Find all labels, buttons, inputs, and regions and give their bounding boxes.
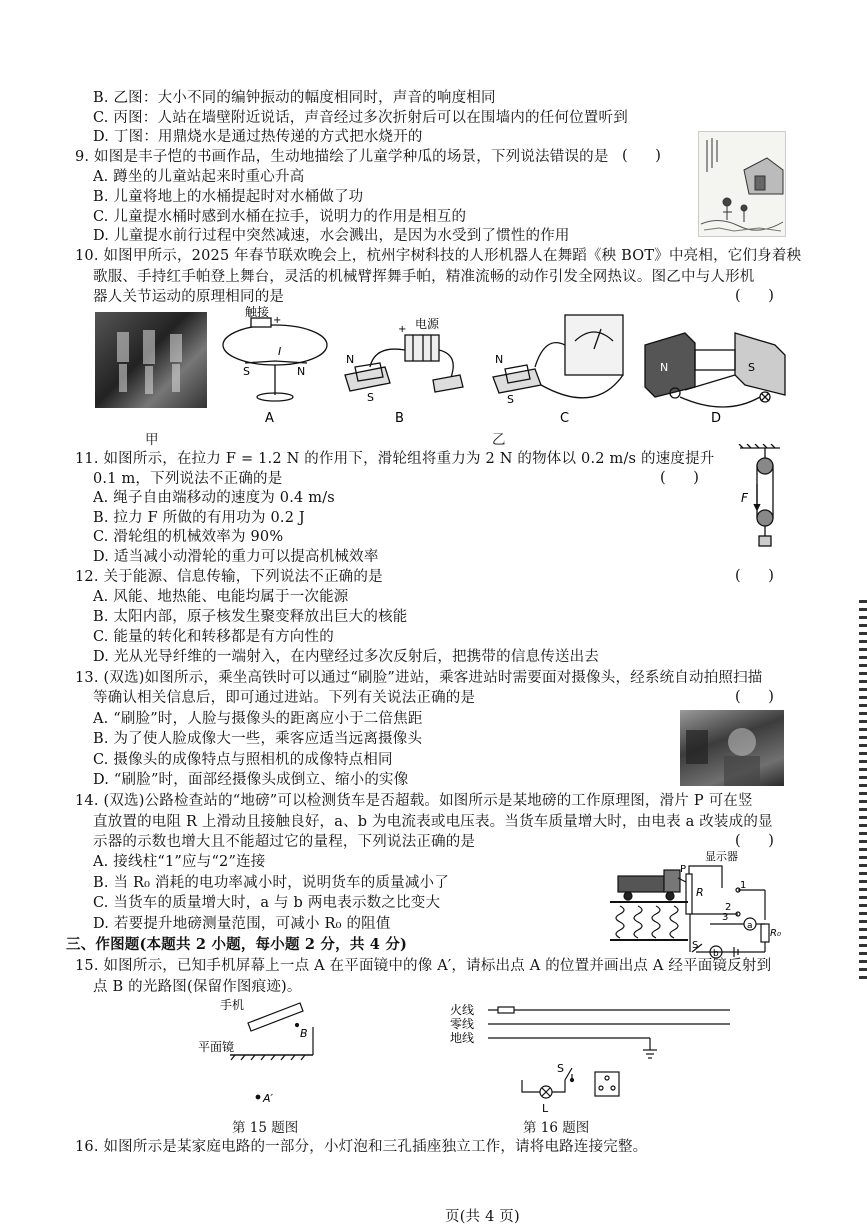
q9-option-d: D. 儿童提水前行过程中突然减速，水会溅出，是因为水受到了惯性的作用 [93, 228, 570, 244]
svg-text:+: + [398, 324, 407, 335]
option-a-label: A [265, 411, 274, 426]
label-display: 显示器 [705, 850, 738, 863]
q14-option-d: D. 若要提升地磅测量范围，可减小 R₀ 的阻值 [93, 916, 391, 932]
label-S-c: S [507, 393, 514, 406]
option-c-figure [493, 315, 623, 398]
q16-household-circuit [450, 1000, 740, 1120]
q14-option-c: C. 当货车的质量增大时，a 与 b 两电表示数之比变大 [93, 895, 441, 911]
label-live-wire: 火线 [450, 1003, 475, 1017]
option-b-figure [345, 335, 463, 392]
q10-figure-yi [215, 305, 835, 435]
label-S-a: S [243, 365, 250, 378]
option-b-label: B [395, 411, 404, 426]
label-P: P [680, 864, 687, 875]
scan-edge-mark [859, 600, 867, 980]
q11-pulley-figure [735, 444, 785, 550]
label-S-b: S [367, 391, 374, 404]
label-mirror: 平面镜 [198, 1040, 235, 1054]
q13-option-b: B. 为了使人脸成像大一些，乘客应适当远离摄像头 [93, 731, 423, 747]
option-a-figure [223, 318, 327, 401]
q14-stem-line3: 示器的示数也增大且不能超过它的量程，下列说法正确的是 [93, 834, 476, 850]
label-power: 电源 [415, 317, 440, 331]
q13-stem-line2: 等确认相关信息后，即可通过进站。下列有关说法正确的是 [93, 690, 476, 706]
label-N-b: N [346, 353, 355, 366]
svg-text:+: + [273, 315, 282, 326]
q10-caption-jia: 甲 [145, 432, 159, 448]
label-ground-wire: 地线 [450, 1031, 475, 1045]
q12-stem: 12. 关于能源、信息传输，下列说法不正确的是 [75, 569, 383, 585]
q12-option-a: A. 风能、地热能、电能均属于一次能源 [93, 589, 349, 605]
q8-option-d: D. 丁图：用鼎烧水是通过热传递的方式把水烧开的 [93, 129, 423, 145]
q10-stem-line3: 器人关节运动的原理相同的是 [93, 289, 285, 305]
q14-stem-line2: 直放置的电阻 R 上滑动且接触良好，a、b 为电流表或电压表。当货车质量增大时，由电表 a 改装成的显 [93, 814, 773, 830]
label-phone: 手机 [220, 998, 245, 1012]
label-point-B: B [300, 1027, 308, 1040]
q14-stem-line1: 14. (双选)公路检查站的“地磅”可以检测货车是否超载。如图所示是某地磅的工作原理图，滑片 P 可在竖 [75, 793, 753, 809]
q13-stem-line1: 13. (双选)如图所示，乘坐高铁时可以通过“刷脸”进站，乘客进站时需要面对摄像头，经系统自动拍照扫描 [75, 670, 763, 686]
q11-stem-line1: 11. 如图所示，在拉力 F = 1.2 N 的作用下，滑轮组将重力为 2 N 的物体以 0.2 m/s 的速度提升 [75, 451, 715, 467]
page-footer: 页(共 4 页) [445, 1209, 520, 1225]
label-neutral-wire: 零线 [450, 1017, 475, 1031]
q14-option-a: A. 接线柱“1”应与“2”连接 [93, 854, 266, 870]
q13-answer-paren: ( ) [735, 689, 774, 705]
q13-option-a: A. “刷脸”时，人脸与摄像头的距离应小于二倍焦距 [93, 711, 423, 727]
q11-stem-line2: 0.1 m，下列说法不正确的是 [93, 471, 283, 487]
label-R0: R₀ [770, 928, 781, 939]
option-c-label: C [560, 411, 570, 426]
q10-stem-line2: 歌服、手持红手帕登上舞台，灵活的机械臂挥舞手帕，精准流畅的动作引发全网热议。图乙中与人形机 [93, 269, 755, 285]
label-terminal-1: 1 [740, 880, 747, 891]
q12-answer-paren: ( ) [735, 568, 774, 584]
label-switch-S: S [557, 1062, 564, 1075]
label-lamp-L: L [542, 1102, 549, 1115]
q8-option-b: B. 乙图：大小不同的编钟振动的幅度相同时，声音的响度相同 [93, 90, 496, 106]
q10-caption-yi: 乙 [492, 432, 506, 448]
option-d-label: D [711, 411, 722, 426]
label-I: I [278, 345, 282, 358]
q10-answer-paren: ( ) [735, 288, 774, 304]
q16-caption: 第 16 题图 [523, 1120, 590, 1136]
q9-option-b: B. 儿童将地上的水桶提起时对水桶做了功 [93, 189, 364, 205]
label-point-A-prime: A′ [263, 1092, 274, 1105]
q11-option-d: D. 适当减小动滑轮的重力可以提高机械效率 [93, 549, 379, 565]
q15-stem-line1: 15. 如图所示，已知手机屏幕上一点 A 在平面镜中的像 A′，请标出点 A 的位置并画出点 A 经平面镜反射到 [75, 958, 772, 974]
q11-option-a: A. 绳子自由端移动的速度为 0.4 m/s [93, 490, 335, 506]
q14-option-b: B. 当 R₀ 消耗的电功率减小时，说明货车的质量减小了 [93, 875, 449, 891]
label-F: F [741, 491, 748, 505]
label-N-c: N [495, 353, 504, 366]
label-N-a: N [297, 365, 306, 378]
label-N-d: N [660, 361, 669, 374]
label-touch: 触接 [245, 305, 270, 319]
label-terminal-3: 3 [722, 912, 729, 923]
q14-scale-circuit [610, 848, 790, 966]
q10-robot-photo-jia [95, 312, 207, 408]
label-terminal-2: 2 [725, 902, 732, 913]
q11-option-b: B. 拉力 F 所做的有用功为 0.2 J [93, 510, 305, 526]
q9-option-a: A. 蹲坐的儿童站起来时重心升高 [93, 169, 305, 185]
q12-option-b: B. 太阳内部，原子核发生聚变释放出巨大的核能 [93, 609, 408, 625]
label-switch-S: S [692, 940, 699, 951]
q15-caption: 第 15 题图 [232, 1120, 299, 1136]
q10-stem-line1: 10. 如图甲所示，2025 年春节联欢晚会上，杭州宇树科技的人形机器人在舞蹈《秧 BOT》中亮相，它们身着秧 [75, 248, 802, 264]
q14-answer-paren: ( ) [735, 833, 774, 849]
q13-option-c: C. 摄像头的成像特点与照相机的成像特点相同 [93, 752, 393, 768]
q9-answer-paren: ( ) [622, 148, 661, 164]
q11-option-c: C. 滑轮组的机械效率为 90% [93, 529, 284, 545]
section3-heading: 三、作图题(本题共 2 小题，每小题 2 分，共 4 分) [66, 936, 408, 953]
q16-stem: 16. 如图所示是某家庭电路的一部分，小灯泡和三孔插座独立工作，请将电路连接完整。 [75, 1139, 648, 1155]
q9-painting [698, 131, 786, 237]
q9-option-c: C. 儿童提水桶时感到水桶在拉手，说明力的作用是相互的 [93, 209, 467, 225]
label-R: R [696, 886, 704, 899]
label-S-d: S [748, 361, 755, 374]
q13-face-scan-photo [680, 710, 784, 786]
q15-mirror-figure [190, 995, 350, 1115]
q12-option-c: C. 能量的转化和转移都是有方向性的 [93, 629, 334, 645]
label-meter-a: a [747, 921, 753, 931]
q15-stem-line2: 点 B 的光路图(保留作图痕迹)。 [93, 979, 302, 995]
label-meter-b: b [713, 949, 719, 959]
q12-option-d: D. 光从光导纤维的一端射入，在内壁经过多次反射后，把携带的信息传送出去 [93, 649, 600, 665]
q9-stem: 9. 如图是丰子恺的书画作品，生动地描绘了儿童学种瓜的场景，下列说法错误的是 [75, 149, 609, 165]
q8-option-c: C. 丙图：人站在墙壁附近说话，声音经过多次折射后可以在围墙内的任何位置听到 [93, 110, 628, 126]
q13-option-d: D. “刷脸”时，面部经摄像头成倒立、缩小的实像 [93, 772, 409, 788]
q11-answer-paren: ( ) [660, 470, 699, 486]
